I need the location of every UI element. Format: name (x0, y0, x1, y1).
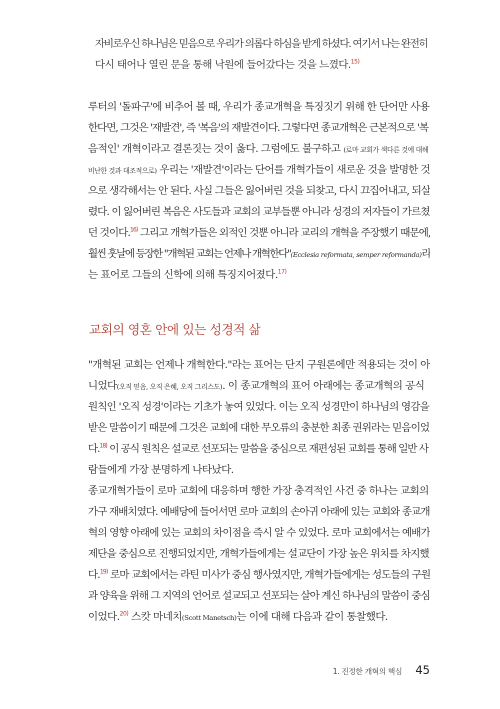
paragraph-2 (88, 355, 430, 481)
chapter-title: 1. 진정한 개혁의 핵심 (332, 667, 402, 676)
text-line: 과 양육을 위해 그 지역의 언어로 설교되고 선포되는 살아 계신 하나님의 말씀이 중심 (88, 590, 430, 602)
footnote-marker[interactable]: 17) (277, 268, 287, 276)
text-line: 혁의 영향 아래에 있는 교회의 차이점을 즉시 알 수 있었다. 로마 교회에서는 예배가 (88, 527, 430, 539)
text-line: 제단을 중심으로 진행되었지만, 개혁가들에게는 설교단이 가장 높은 위치를 차지했 (88, 548, 429, 560)
paragraph-1 (88, 97, 430, 286)
text-line: 원칙인 '오직 성경'이라는 기초가 놓여 있었다. 이는 오직 성경만이 하나님의 영감을 (88, 401, 430, 413)
text-line: "개혁된 교회는 언제나 개혁한다."라는 표어는 단지 구원론에만 적용되는 것이 아 (88, 359, 430, 371)
footnote-marker[interactable]: 19) (99, 568, 108, 576)
block-quote (95, 34, 429, 76)
text-line: 루터의 '돌파구'에 비추어 볼 때, 우리가 종교개혁을 특징짓기 위해 한 단어만 사용 (88, 101, 430, 113)
text-line: 한다면, 그것은 '재발견', 즉 '복음'의 재발견이다. 그렇다면 종교개혁은 근본적으로 '복 (88, 122, 429, 134)
text-line: 니었다(오직 믿음, 오직 은혜, 오직 그리스도). 이 종교개혁의 표어 아래에는 종교개혁의 공식 (88, 380, 425, 392)
text-line: 이었다.$^{20)}$ 스캇 마네치(Scott Manetsch)는 이에 대해 다음과 같이 통찰했다. (88, 610, 388, 623)
text-line: 람들에게 가장 분명하게 나타났다. (88, 464, 234, 476)
text-line: 비난한 것과 대조적으로) 우리는 '재발견'이라는 단어를 개혁가들이 새로운 것을 발명한 것 (88, 164, 430, 176)
text-line: 종교개혁가들이 로마 교회에 대응하며 행한 가장 충격적인 사건 중 하나는 교회의 (88, 485, 429, 497)
text-line: 훨씬 훗날에 등장한 "개혁된 교회는 언제나 개혁한다"(Ecclesia reformata, semper reformanda)라 (88, 248, 430, 260)
text-line: 렸다. 이 잃어버린 복음은 사도들과 교회의 교부들뿐 아니라 성경의 저자들이 가르쳤 (88, 206, 430, 218)
footnote-marker[interactable]: 18) (99, 442, 107, 450)
footnote-marker[interactable]: 20) (119, 610, 129, 618)
text-line: 던 것이다.$^{16)}$ 그리고 개혁가들은 외적인 것뿐 아니라 교리의 개혁을 주장했기 때문에, (88, 226, 430, 239)
section-heading: 교회의 영혼 안에 있는 성경적 삶 (89, 322, 261, 337)
page-footer (330, 663, 430, 677)
text-line: 다시 태어나 열린 문을 통해 낙원에 들어갔다는 것을 느꼈다.$^{15)}$ (95, 58, 360, 71)
text-line: 음적인' 개혁이라고 결론짓는 것이 옳다. 그럼에도 불구하고 (로마 교회가 색다른 것에 대해 (88, 143, 429, 155)
text-line: 다.$^{18)}$ 이 공식 원칙은 설교로 선포되는 말씀을 중심으로 재편성된 교회를 통해 일반 사 (88, 442, 429, 455)
text-line: 다.$^{19)}$ 로마 교회에서는 라틴 미사가 중심 행사였지만, 개혁가들에게는 성도들의 구원 (88, 568, 430, 581)
text-line: 는 표어로 그들의 신학에 의해 특징지어졌다.$^{17)}$ (88, 268, 287, 281)
paragraph-3 (88, 481, 430, 628)
page-number: 45 (415, 663, 430, 677)
footnote-marker[interactable]: 15) (350, 58, 360, 66)
text-line: 으로 생각해서는 안 된다. 사실 그들은 잃어버린 것을 되찾고, 다시 끄집어내고, 되살 (88, 185, 430, 197)
text-line: 받은 말씀이기 때문에 그것은 교회에 대한 무오류의 충분한 최종 권위라는 믿음이었 (88, 422, 430, 434)
text-line: 자비로우신 하나님은 믿음으로 우리가 의롭다 하심을 받게 하셨다. 여기서 나는 완전히 (95, 38, 428, 50)
footnote-marker[interactable]: 16) (129, 226, 138, 234)
text-line: 가구 재배치였다. 예배당에 들어서면 로마 교회의 손아귀 아래에 있는 교회와 종교개 (88, 506, 430, 518)
